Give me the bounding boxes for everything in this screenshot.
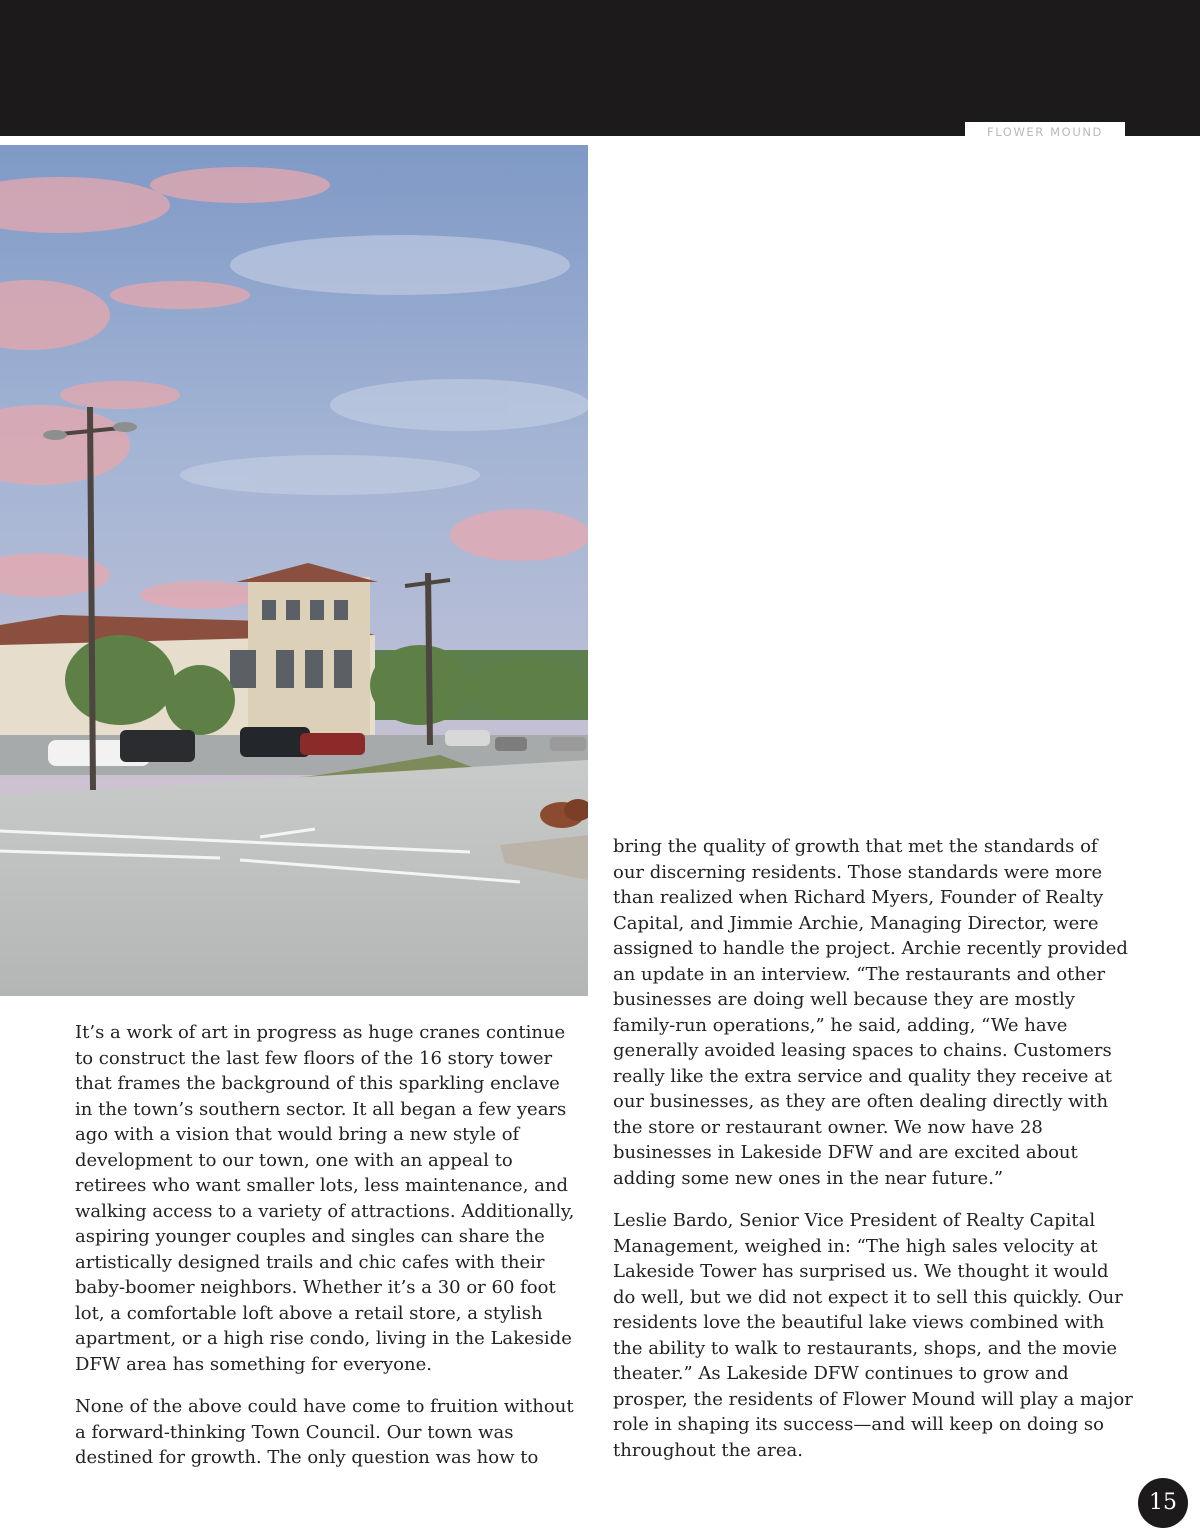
article-paragraph: It’s a work of art in progress as huge cranes continue to construct the last few floors of the 16 story tower that frames the background of this sparkling enclave in the town’s southern sector. It all began a few years ago with a vision that would bring a new style of development to our town, one with an appeal to retirees who want smaller lots, less maintenance, and walking access to a variety of attractions. Additionally, aspiring younger couples and singles can share the artistically designed trails and chic cafes with their baby-boomer neighbors. Whether it’s a 30 or 60 foot lot, a comfortable loft above a retail store, a stylish apartment, or a high rise condo, living in the Lakeside DFW area has something for everyone. [75, 1022, 575, 1375]
page-number: 15 [1138, 1478, 1188, 1528]
section-label: FLOWER MOUND [965, 122, 1125, 144]
hero-photo [0, 145, 588, 996]
article-column-right [613, 834, 1133, 1463]
article-column-left [75, 1020, 580, 1471]
article-paragraph: None of the above could have come to fruition without a forward-thinking Town Council. Our town was destined for growth. The only question was how to [75, 1396, 574, 1468]
article-paragraph: bring the quality of growth that met the standards of our discerning residents. Those standards were more than realized when Richard Myers, Founder of Realty Capital, and Jimmie Archie, Managing Director, were assigned to handle the project. Archie recently provided an update in an interview. “The restaurants and other businesses are doing well because they are mostly family-run operations,” he said, adding, “We have generally avoided leasing spaces to chains. Customers really like the extra service and quality they receive at our businesses, as they are often dealing directly with the store or restaurant owner. We now have 28 businesses in Lakeside DFW and are excited about adding some new ones in the near future.” [613, 836, 1128, 1189]
article-paragraph: Leslie Bardo, Senior Vice President of Realty Capital Management, weighed in: “The high sales velocity at Lakeside Tower has surprised us. We thought it would do well, but we did not expect it to sell this quickly. Our residents love the beautiful lake views combined with the ability to walk to restaurants, shops, and the movie theater.” As Lakeside DFW continues to grow and prosper, the residents of Flower Mound will play a major role in shaping its success—and will keep on doing so throughout the area. [613, 1210, 1133, 1461]
header-bar [0, 0, 1200, 136]
